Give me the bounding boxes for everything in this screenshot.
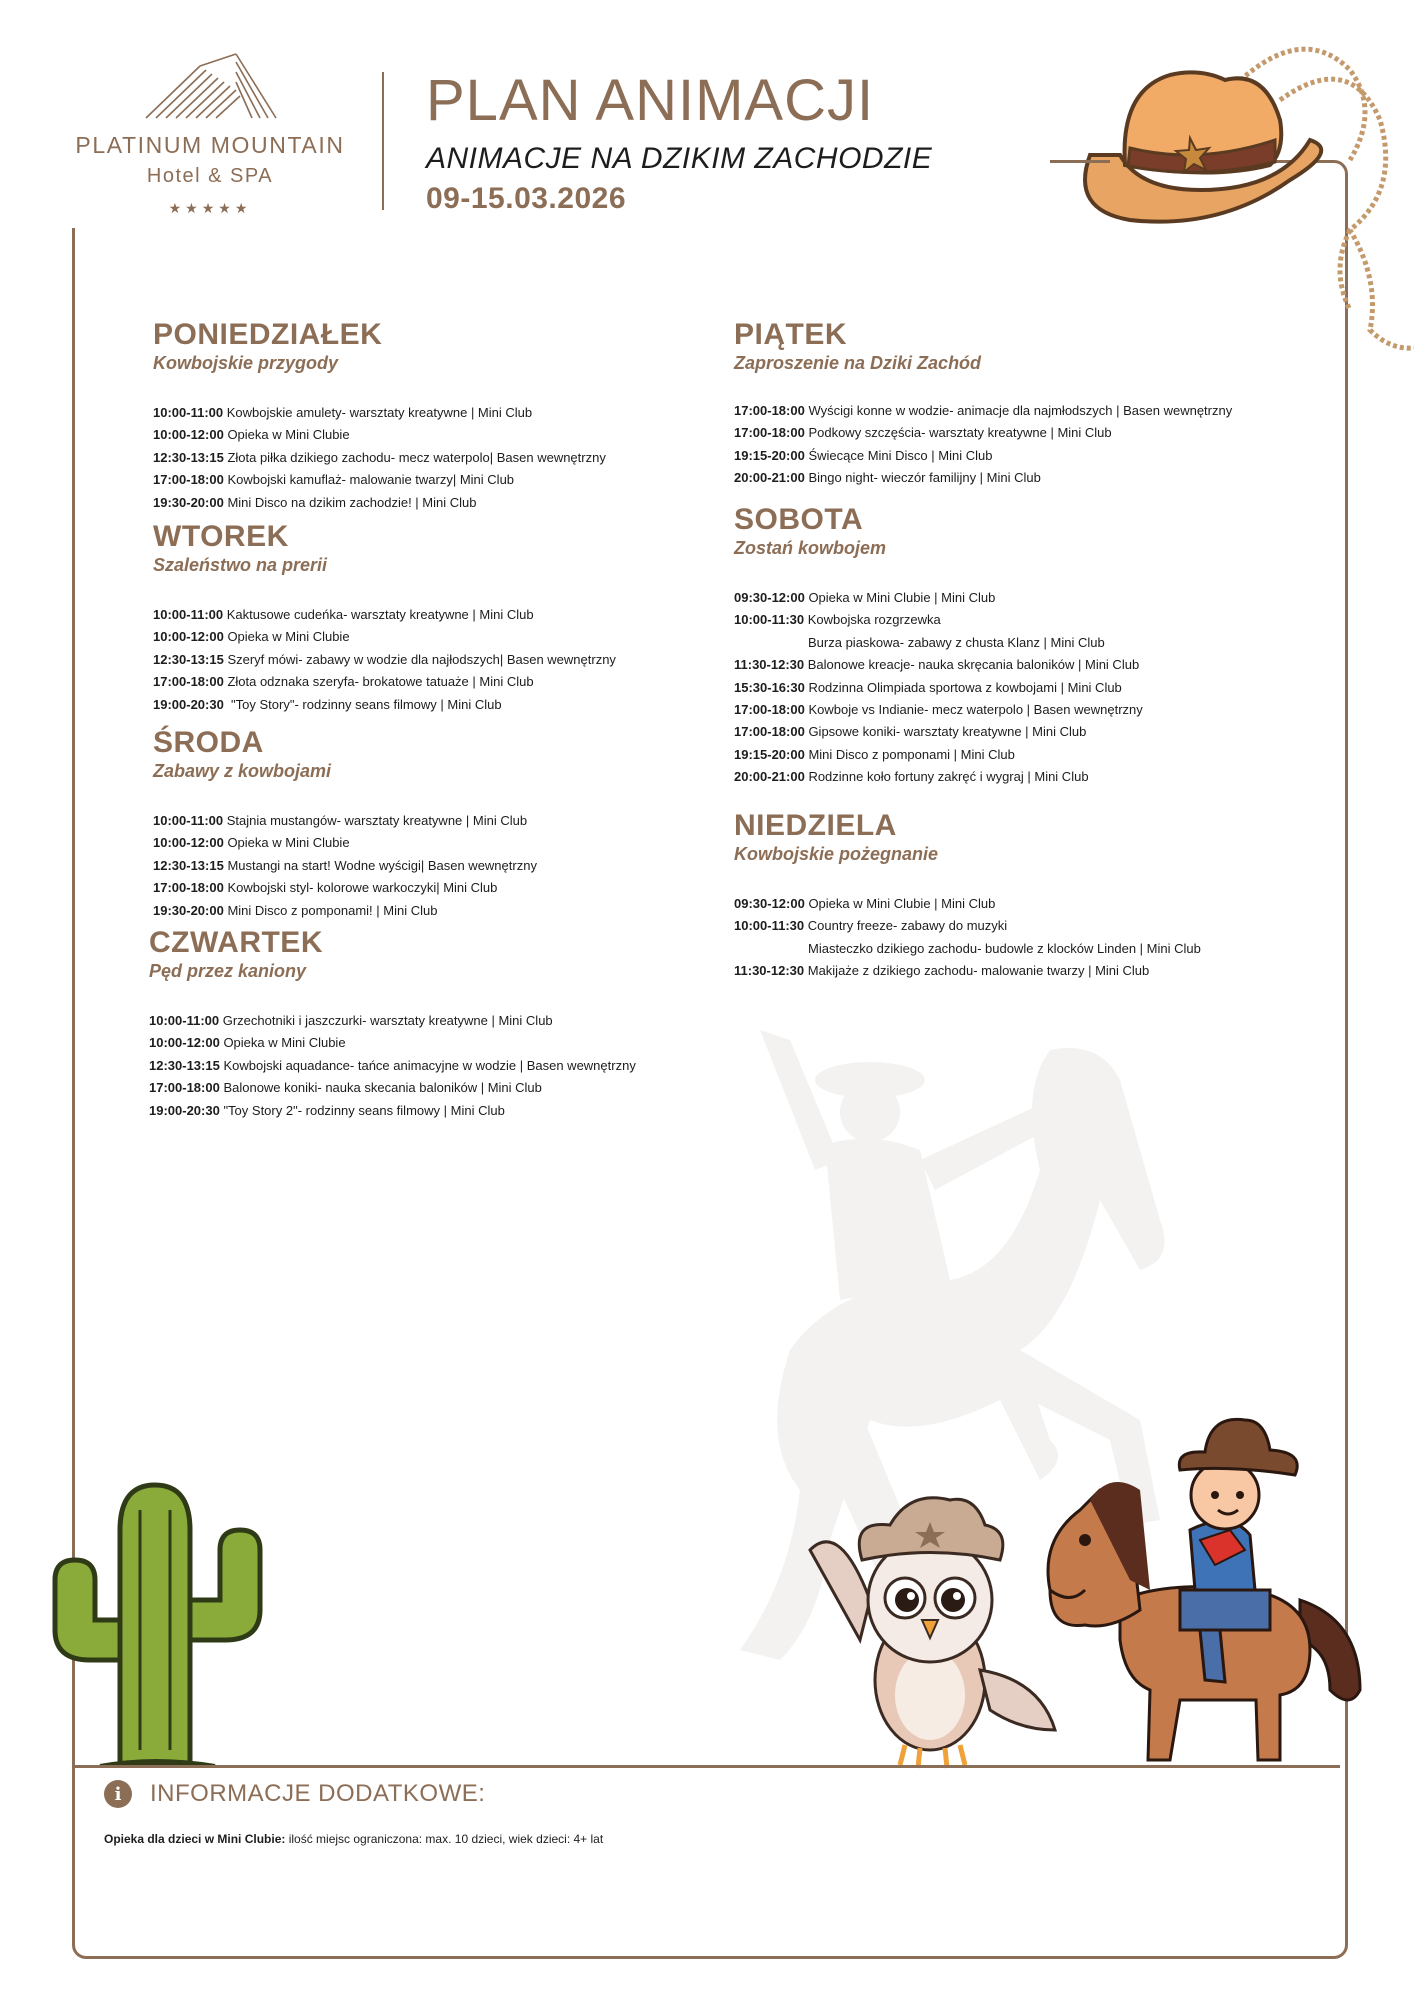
event-row: 19:00-20:30 "Toy Story"- rodzinny seans filmowy | Mini Club [153, 696, 502, 712]
event-list [734, 400, 1294, 490]
day-monday [153, 320, 713, 514]
day-theme: Szaleństwo na prerii [153, 555, 328, 575]
event-row: 09:30-12:00 Opieka w Mini Clubie | Mini Club [734, 896, 996, 911]
cowboy-on-horse-icon [1030, 1390, 1370, 1770]
day-name: SOBOTA [734, 503, 864, 536]
event-row: 20:00-21:00 Bingo night- wieczór familijny | Mini Club [734, 470, 1041, 486]
event-row: 15:30-16:30 Rodzinna Olimpiada sportowa z kowbojami | Mini Club [734, 679, 1122, 695]
info-section [104, 1780, 603, 1846]
day-sunday [734, 811, 1294, 983]
day-thursday [149, 928, 709, 1122]
event-row: 10:00-12:00 Opieka w Mini Clubie [153, 629, 350, 645]
day-name: CZWARTEK [149, 926, 323, 959]
event-row: 09:30-12:00 Opieka w Mini Clubie | Mini Club [734, 590, 996, 605]
event-row: 10:00-12:00 Opieka w Mini Clubie [153, 427, 350, 443]
event-row: 10:00-11:00 Kaktusowe cudeńka- warsztaty kreatywne | Mini Club [153, 607, 534, 622]
event-row: 10:00-11:00 Grzechotniki i jaszczurki- warsztaty kreatywne | Mini Club [149, 1013, 553, 1028]
logo-subtitle: Hotel & SPA [146, 165, 274, 187]
page-subtitle: ANIMACJE NA DZIKIM ZACHODZIE [426, 142, 933, 175]
event-row: 11:30-12:30 Makijaże z dzikiego zachodu- malowanie twarzy | Mini Club [734, 963, 1150, 979]
event-list [149, 1010, 709, 1122]
mountain-logo-icon [140, 52, 280, 120]
event-list [734, 893, 1294, 983]
info-header [104, 1780, 603, 1808]
event-row: 19:00-20:30 "Toy Story 2"- rodzinny seans filmowy | Mini Club [149, 1102, 505, 1118]
event-list [153, 810, 713, 922]
event-row: 17:00-18:00 Kowboje vs Indianie- mecz waterpolo | Basen wewnętrzny [734, 702, 1143, 718]
event-row: 17:00-18:00 Kowbojski styl- kolorowe warkoczyki| Mini Club [153, 880, 498, 896]
day-theme: Pęd przez kaniony [149, 961, 307, 981]
event-row: 17:00-18:00 Gipsowe koniki- warsztaty kreatywne | Mini Club [734, 724, 1087, 740]
page-dates: 09-15.03.2026 [426, 182, 627, 215]
event-row: 20:00-21:00 Rodzinne koło fortuny zakręć i wygraj | Mini Club [734, 769, 1089, 785]
event-row: 17:00-18:00 Złota odznaka szeryfa- brokatowe tatuaże | Mini Club [153, 674, 534, 690]
event-row: 10:00-11:00 Kowbojskie amulety- warsztaty kreatywne | Mini Club [153, 405, 533, 420]
hotel-logo [60, 52, 360, 217]
day-tuesday [153, 522, 713, 716]
event-row: Burza piaskowa- zabawy z chusta Klanz | Mini Club [808, 634, 1105, 650]
header-divider [382, 72, 384, 210]
event-row: 10:00-12:00 Opieka w Mini Clubie [149, 1035, 346, 1051]
day-name: PIĄTEK [734, 318, 848, 351]
event-row: 10:00-12:00 Opieka w Mini Clubie [153, 835, 350, 851]
day-theme: Kowbojskie przygody [153, 353, 339, 373]
day-friday [734, 320, 1294, 490]
event-row: 17:00-18:00 Wyścigi konne w wodzie- animacje dla najmłodszych | Basen wewnętrzny [734, 403, 1233, 418]
event-row: 19:15-20:00 Mini Disco z pomponami | Mini Club [734, 746, 1015, 762]
logo-stars: ★★★★★ [168, 200, 252, 216]
page-title: PLAN ANIMACJI [426, 68, 875, 133]
event-row: 19:30-20:00 Mini Disco na dzikim zachodzie! | Mini Club [153, 494, 477, 510]
day-theme: Zaproszenie na Dziki Zachód [734, 353, 982, 373]
day-theme: Zostań kowbojem [734, 538, 887, 558]
cactus-icon [40, 1470, 280, 1770]
title-block [426, 68, 933, 216]
event-row: 17:00-18:00 Kowbojski kamuflaż- malowanie twarzy| Mini Club [153, 472, 515, 488]
event-list [153, 402, 713, 514]
event-row: 12:30-13:15 Mustangi na start! Wodne wyścigi| Basen wewnętrzny [153, 857, 537, 873]
info-text: Opieka dla dzieci w Mini Clubie: ilość miejsc ograniczona: max. 10 dzieci, wiek dzieci: 4+ lat [104, 1832, 604, 1846]
day-saturday [734, 505, 1294, 789]
event-list [734, 587, 1294, 789]
logo-name: PLATINUM MOUNTAIN [75, 132, 345, 158]
owl-cowboy-icon [800, 1480, 1060, 1770]
event-row: 10:00-11:30 Kowbojska rozgrzewka [734, 612, 941, 628]
event-row: 12:30-13:15 Złota piłka dzikiego zachodu- mecz waterpolo| Basen wewnętrzny [153, 449, 606, 465]
day-name: WTOREK [153, 520, 289, 553]
day-name: PONIEDZIAŁEK [153, 318, 383, 351]
frame-top-right-line [1050, 160, 1110, 163]
event-row: 12:30-13:15 Szeryf mówi- zabawy w wodzie dla najłodszych| Basen wewnętrzny [153, 651, 616, 667]
event-row: Miasteczko dzikiego zachodu- budowle z klocków Linden | Mini Club [808, 940, 1201, 956]
event-row: 12:30-13:15 Kowbojski aquadance- tańce animacyjne w wodzie | Basen wewnętrzny [149, 1057, 636, 1073]
event-row: 19:30-20:00 Mini Disco z pomponami! | Mini Club [153, 902, 438, 918]
info-title: INFORMACJE DODATKOWE: [150, 1780, 486, 1807]
day-theme: Zabawy z kowbojami [153, 761, 332, 781]
day-name: ŚRODA [153, 726, 264, 759]
event-row: 17:00-18:00 Balonowe koniki- nauka skecania baloników | Mini Club [149, 1080, 542, 1096]
event-row: 11:30-12:30 Balonowe kreacje- nauka skręcania baloników | Mini Club [734, 657, 1140, 673]
info-icon: i [104, 1780, 132, 1808]
event-row: 10:00-11:00 Stajnia mustangów- warsztaty kreatywne | Mini Club [153, 813, 528, 828]
event-row: 19:15-20:00 Świecące Mini Disco | Mini Club [734, 447, 993, 463]
day-theme: Kowbojskie pożegnanie [734, 844, 939, 864]
day-name: NIEDZIELA [734, 809, 897, 842]
info-divider [74, 1765, 1340, 1768]
day-wednesday [153, 728, 713, 922]
event-row: 10:00-11:30 Country freeze- zabawy do muzyki [734, 918, 1008, 934]
event-row: 17:00-18:00 Podkowy szczęścia- warsztaty kreatywne | Mini Club [734, 425, 1112, 441]
event-list [153, 604, 713, 716]
cowboy-hat-icon [1050, 30, 1414, 370]
